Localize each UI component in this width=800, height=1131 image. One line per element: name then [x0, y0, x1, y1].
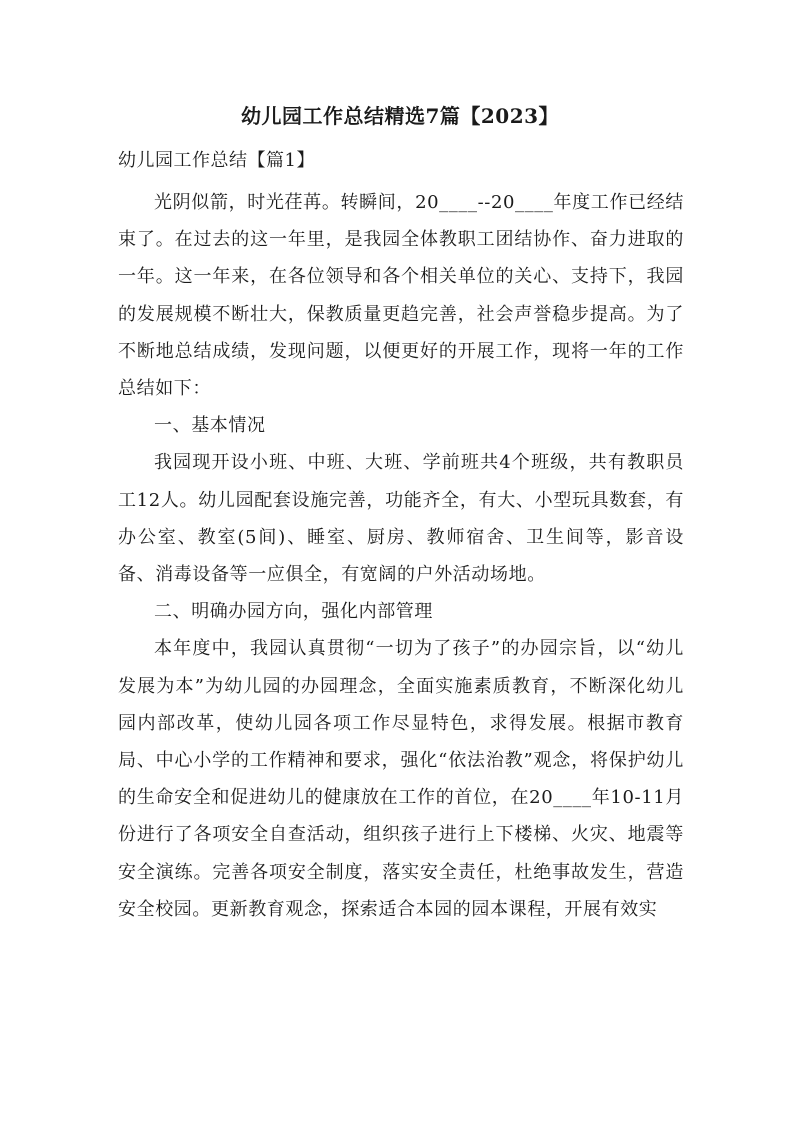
paragraph-intro: 光阴似箭，时光荏苒。转瞬间，20____--20____年度工作已经结束了。在过去的这一年里，是我园全体教职工团结协作、奋力进取的一年。这一年来，在各位领导和各个相关单位的关心、支持下，我园的发展规模不断壮大，保教质量更趋完善，社会声誉稳步提高。为了不断地总结成绩，发现问题，以便更好的开展工作，现将一年的工作总结如下：: [118, 192, 684, 400]
document-body: [118, 184, 684, 928]
heading-management: 二、明确办园方向，强化内部管理: [154, 601, 433, 623]
paragraph-management: 本年度中，我园认真贯彻“一切为了孩子”的办园宗旨，以“幼儿发展为本”为幼儿园的办园理念，全面实施素质教育，不断深化幼儿园内部改革，使幼儿园各项工作尽显特色，求得发展。根据市教育局、中心小学的工作精神和要求，强化“依法治教”观念，将保护幼儿的生命安全和促进幼儿的健康放在工作的首位，在20____年10-11月份进行了各项安全自查活动，组织孩子进行上下楼梯、火灾、地震等安全演练。完善各项安全制度，落实安全责任，杜绝事故发生，营造安全校园。更新教育观念，探索适合本园的园本课程，开展有效实: [118, 638, 684, 920]
heading-basic-situation: 一、基本情况: [154, 415, 266, 437]
section-subtitle: 幼儿园工作总结【篇1】: [118, 150, 315, 171]
document-title: 幼儿园工作总结精选7篇【2023】: [240, 104, 560, 128]
paragraph-basic-situation: 我园现开设小班、中班、大班、学前班共4个班级，共有教职员工12人。幼儿园配套设施完善，功能齐全，有大、小型玩具数套，有办公室、教室(5间)、睡室、厨房、教师宿舍、卫生间等，影音设备、消毒设备等一应俱全，有宽阔的户外活动场地。: [118, 452, 684, 586]
